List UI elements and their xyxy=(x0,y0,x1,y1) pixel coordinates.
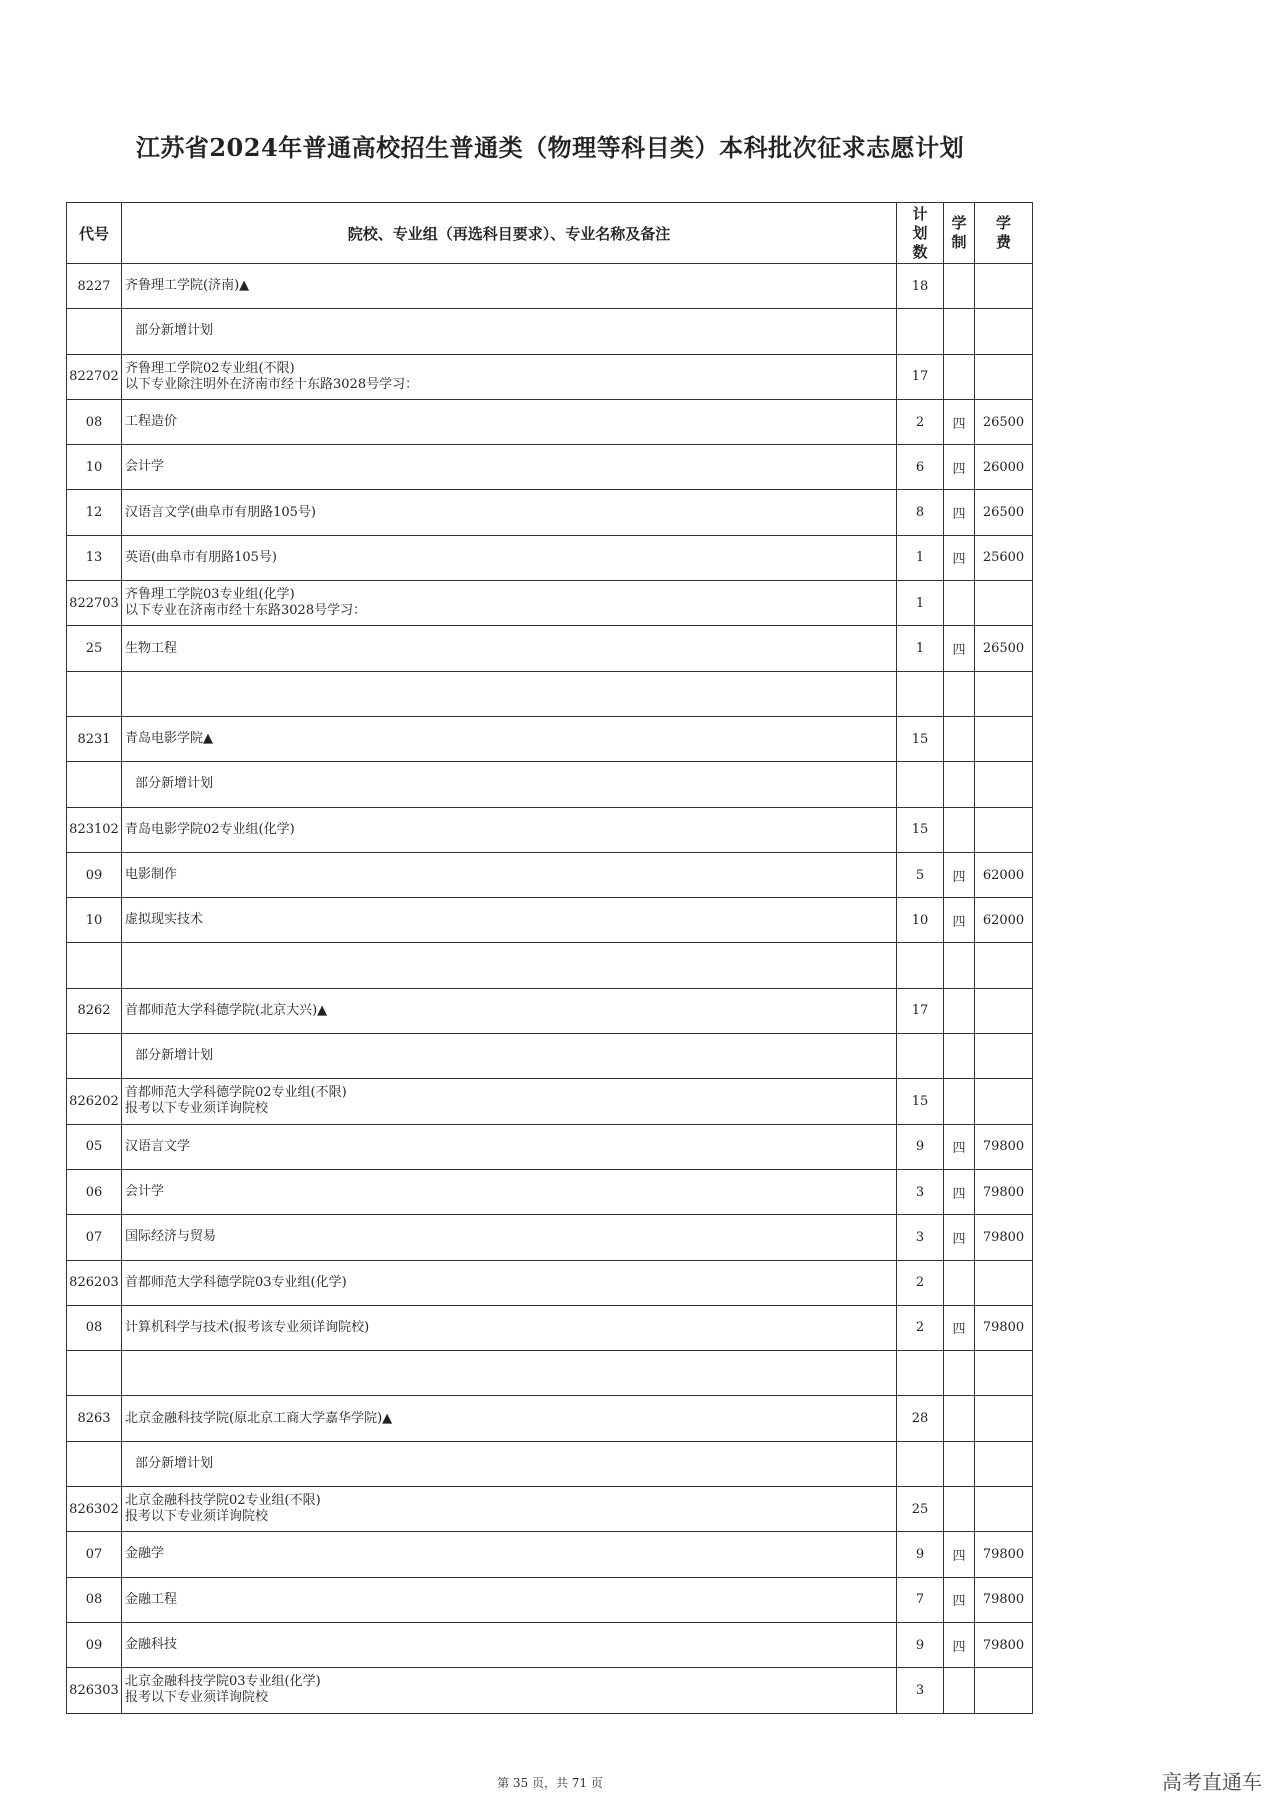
cell-plan-count xyxy=(897,671,944,716)
header-tuition xyxy=(975,203,1033,264)
table-row xyxy=(67,1215,1033,1260)
cell-name-line: 北京金融科技学院02专业组(不限) xyxy=(125,1493,321,1509)
table-row xyxy=(67,1622,1033,1667)
table-row xyxy=(67,898,1033,943)
cell-duration: 四 xyxy=(944,445,975,490)
cell-tuition: 79800 xyxy=(975,1305,1033,1350)
cell-tuition: 26500 xyxy=(975,490,1033,535)
cell-tuition xyxy=(975,1260,1033,1305)
cell-tuition xyxy=(975,309,1033,354)
cell-name-line: 部分新增计划 xyxy=(135,1048,214,1064)
table-row xyxy=(67,309,1033,354)
cell-code: 09 xyxy=(67,1622,122,1667)
cell-name-line: 报考以下专业须详询院校 xyxy=(125,1690,269,1706)
cell-plan-count: 15 xyxy=(897,807,944,852)
table-row xyxy=(67,1532,1033,1577)
cell-name xyxy=(122,988,897,1033)
cell-name xyxy=(122,1124,897,1169)
cell-code: 8227 xyxy=(67,264,122,309)
cell-name-line: 金融学 xyxy=(125,1546,165,1562)
cell-tuition xyxy=(975,943,1033,988)
cell-code: 822703 xyxy=(67,581,122,626)
header-plan-count xyxy=(897,203,944,264)
cell-name-line: 青岛电影学院▲ xyxy=(125,731,213,747)
cell-duration: 四 xyxy=(944,898,975,943)
cell-plan-count: 8 xyxy=(897,490,944,535)
table-row xyxy=(67,1079,1033,1124)
table-row xyxy=(67,1487,1033,1532)
cell-duration: 四 xyxy=(944,1215,975,1260)
cell-duration xyxy=(944,309,975,354)
cell-code: 10 xyxy=(67,898,122,943)
cell-tuition: 79800 xyxy=(975,1577,1033,1622)
cell-tuition: 26500 xyxy=(975,399,1033,444)
cell-plan-count: 28 xyxy=(897,1396,944,1441)
cell-code: 06 xyxy=(67,1169,122,1214)
header-duration-char: 学 xyxy=(951,214,967,232)
plan-table-body xyxy=(67,264,1033,1714)
cell-duration xyxy=(944,1487,975,1532)
cell-code xyxy=(67,762,122,807)
cell-plan-count: 3 xyxy=(897,1169,944,1214)
cell-name xyxy=(122,535,897,580)
cell-code: 826203 xyxy=(67,1260,122,1305)
cell-tuition xyxy=(975,762,1033,807)
table-row xyxy=(67,1034,1033,1079)
cell-plan-count: 9 xyxy=(897,1532,944,1577)
cell-name xyxy=(122,445,897,490)
cell-tuition xyxy=(975,1079,1033,1124)
cell-tuition: 79800 xyxy=(975,1169,1033,1214)
cell-code xyxy=(67,309,122,354)
cell-tuition: 79800 xyxy=(975,1124,1033,1169)
table-row xyxy=(67,490,1033,535)
cell-code: 8262 xyxy=(67,988,122,1033)
cell-duration xyxy=(944,1351,975,1396)
cell-duration xyxy=(944,1079,975,1124)
cell-name-line: 金融工程 xyxy=(125,1591,178,1607)
cell-tuition xyxy=(975,354,1033,399)
cell-plan-count: 1 xyxy=(897,626,944,671)
table-row xyxy=(67,399,1033,444)
cell-name xyxy=(122,1079,897,1124)
cell-name-line: 部分新增计划 xyxy=(135,323,214,339)
cell-code xyxy=(67,1034,122,1079)
cell-tuition xyxy=(975,671,1033,716)
cell-code: 12 xyxy=(67,490,122,535)
cell-plan-count: 2 xyxy=(897,1260,944,1305)
cell-name xyxy=(122,1441,897,1486)
cell-duration xyxy=(944,1396,975,1441)
cell-name xyxy=(122,490,897,535)
cell-name-line: 英语(曲阜市有朋路105号) xyxy=(125,549,277,565)
cell-name-line: 以下专业除注明外在济南市经十东路3028号学习： xyxy=(125,376,419,392)
cell-duration: 四 xyxy=(944,1577,975,1622)
header-plan-count-char: 划 xyxy=(912,223,928,242)
cell-plan-count: 9 xyxy=(897,1622,944,1667)
cell-name-line: 齐鲁理工学院(济南)▲ xyxy=(125,278,250,294)
cell-name-line: 部分新增计划 xyxy=(135,776,214,792)
cell-name-line: 生物工程 xyxy=(125,640,178,656)
cell-code: 08 xyxy=(67,399,122,444)
cell-code: 826303 xyxy=(67,1668,122,1713)
cell-name-line: 青岛电影学院02专业组(化学) xyxy=(125,821,295,837)
cell-tuition: 62000 xyxy=(975,898,1033,943)
cell-plan-count: 17 xyxy=(897,988,944,1033)
cell-name xyxy=(122,1487,897,1532)
cell-name-line: 以下专业在济南市经十东路3028号学习： xyxy=(125,603,367,619)
cell-code: 08 xyxy=(67,1577,122,1622)
cell-plan-count xyxy=(897,1441,944,1486)
cell-duration xyxy=(944,354,975,399)
cell-plan-count: 15 xyxy=(897,1079,944,1124)
cell-plan-count: 2 xyxy=(897,1305,944,1350)
cell-duration xyxy=(944,1668,975,1713)
cell-duration: 四 xyxy=(944,1169,975,1214)
cell-plan-count: 7 xyxy=(897,1577,944,1622)
cell-plan-count: 5 xyxy=(897,852,944,897)
cell-name xyxy=(122,1034,897,1079)
table-row xyxy=(67,1124,1033,1169)
page-title: 江苏省2024年普通高校招生普通类（物理等科目类）本科批次征求志愿计划 xyxy=(135,133,965,162)
cell-name xyxy=(122,309,897,354)
cell-name xyxy=(122,1351,897,1396)
cell-code: 09 xyxy=(67,852,122,897)
cell-duration: 四 xyxy=(944,1532,975,1577)
cell-name xyxy=(122,807,897,852)
table-row xyxy=(67,807,1033,852)
cell-name xyxy=(122,626,897,671)
cell-duration xyxy=(944,988,975,1033)
cell-tuition xyxy=(975,716,1033,761)
table-row xyxy=(67,716,1033,761)
cell-tuition xyxy=(975,1441,1033,1486)
table-row xyxy=(67,1351,1033,1396)
table-row xyxy=(67,1169,1033,1214)
cell-name xyxy=(122,716,897,761)
table-row xyxy=(67,1396,1033,1441)
header-plan-count-char: 计 xyxy=(912,204,928,223)
cell-name xyxy=(122,852,897,897)
cell-code: 10 xyxy=(67,445,122,490)
cell-name-line: 报考以下专业须详询院校 xyxy=(125,1509,269,1525)
cell-tuition xyxy=(975,264,1033,309)
cell-name-line: 首都师范大学科德学院(北京大兴)▲ xyxy=(125,1002,328,1018)
header-duration-char: 制 xyxy=(951,233,967,251)
header-code: 代号 xyxy=(67,203,122,264)
cell-code: 13 xyxy=(67,535,122,580)
cell-plan-count: 9 xyxy=(897,1124,944,1169)
cell-duration xyxy=(944,762,975,807)
watermark: 高考直通车 xyxy=(1162,1770,1262,1794)
cell-tuition: 26000 xyxy=(975,445,1033,490)
plan-table xyxy=(66,202,1033,1714)
cell-plan-count: 17 xyxy=(897,354,944,399)
cell-code: 8231 xyxy=(67,716,122,761)
cell-tuition: 79800 xyxy=(975,1622,1033,1667)
cell-tuition: 79800 xyxy=(975,1532,1033,1577)
cell-code: 25 xyxy=(67,626,122,671)
cell-code: 07 xyxy=(67,1215,122,1260)
cell-duration: 四 xyxy=(944,1305,975,1350)
cell-duration xyxy=(944,1441,975,1486)
table-row xyxy=(67,1441,1033,1486)
cell-duration xyxy=(944,1034,975,1079)
cell-plan-count xyxy=(897,1351,944,1396)
cell-duration xyxy=(944,807,975,852)
cell-tuition xyxy=(975,1487,1033,1532)
cell-duration xyxy=(944,943,975,988)
cell-name-line: 计算机科学与技术(报考该专业须详询院校) xyxy=(125,1319,370,1335)
cell-tuition xyxy=(975,1668,1033,1713)
cell-name-line: 报考以下专业须详询院校 xyxy=(125,1101,269,1117)
cell-tuition xyxy=(975,1351,1033,1396)
cell-name-line: 会计学 xyxy=(125,459,165,475)
cell-tuition xyxy=(975,581,1033,626)
cell-plan-count: 15 xyxy=(897,716,944,761)
cell-name-line: 电影制作 xyxy=(125,867,178,882)
table-row xyxy=(67,1577,1033,1622)
cell-plan-count: 25 xyxy=(897,1487,944,1532)
cell-code: 8263 xyxy=(67,1396,122,1441)
table-row xyxy=(67,1260,1033,1305)
cell-name-line: 北京金融科技学院03专业组(化学) xyxy=(125,1674,321,1690)
cell-name xyxy=(122,1532,897,1577)
cell-code: 08 xyxy=(67,1305,122,1350)
table-row xyxy=(67,535,1033,580)
table-row xyxy=(67,762,1033,807)
table-row xyxy=(67,581,1033,626)
table-row xyxy=(67,852,1033,897)
cell-code: 822702 xyxy=(67,354,122,399)
cell-duration: 四 xyxy=(944,490,975,535)
cell-plan-count xyxy=(897,943,944,988)
cell-code: 07 xyxy=(67,1532,122,1577)
cell-name xyxy=(122,1622,897,1667)
cell-name xyxy=(122,264,897,309)
cell-duration xyxy=(944,581,975,626)
cell-code: 823102 xyxy=(67,807,122,852)
cell-code xyxy=(67,671,122,716)
cell-name-line: 虚拟现实技术 xyxy=(125,912,204,928)
cell-duration: 四 xyxy=(944,626,975,671)
cell-name xyxy=(122,943,897,988)
cell-plan-count xyxy=(897,762,944,807)
cell-name-line: 首都师范大学科德学院02专业组(不限) xyxy=(125,1085,347,1101)
page-footer: 第 35 页，共 71 页 xyxy=(497,1776,603,1790)
cell-name-line: 国际经济与贸易 xyxy=(125,1229,217,1245)
cell-tuition xyxy=(975,988,1033,1033)
cell-name xyxy=(122,898,897,943)
cell-plan-count: 2 xyxy=(897,399,944,444)
cell-duration: 四 xyxy=(944,1622,975,1667)
table-row xyxy=(67,354,1033,399)
cell-code: 826302 xyxy=(67,1487,122,1532)
cell-name-line: 齐鲁理工学院03专业组(化学) xyxy=(125,587,295,603)
header-duration xyxy=(944,203,975,264)
cell-tuition xyxy=(975,807,1033,852)
header-plan-count-char: 数 xyxy=(912,242,928,261)
header-row xyxy=(67,203,1033,264)
cell-name-line: 部分新增计划 xyxy=(135,1455,214,1471)
table-row xyxy=(67,671,1033,716)
cell-code xyxy=(67,1441,122,1486)
cell-name-line: 工程造价 xyxy=(125,414,178,430)
cell-name-line: 汉语言文学(曲阜市有朋路105号) xyxy=(125,504,316,520)
cell-plan-count: 3 xyxy=(897,1215,944,1260)
cell-name xyxy=(122,354,897,399)
cell-duration: 四 xyxy=(944,399,975,444)
cell-duration xyxy=(944,1260,975,1305)
cell-tuition: 62000 xyxy=(975,852,1033,897)
cell-name-line: 齐鲁理工学院02专业组(不限) xyxy=(125,360,295,376)
cell-duration: 四 xyxy=(944,1124,975,1169)
cell-name xyxy=(122,1215,897,1260)
cell-plan-count: 3 xyxy=(897,1668,944,1713)
cell-duration: 四 xyxy=(944,535,975,580)
cell-plan-count xyxy=(897,1034,944,1079)
table-row xyxy=(67,626,1033,671)
cell-name-line: 汉语言文学 xyxy=(125,1138,191,1154)
table-row xyxy=(67,988,1033,1033)
cell-tuition xyxy=(975,1396,1033,1441)
table-row xyxy=(67,264,1033,309)
cell-plan-count xyxy=(897,309,944,354)
cell-name xyxy=(122,1396,897,1441)
header-tuition-char: 学 xyxy=(995,214,1011,232)
cell-plan-count: 18 xyxy=(897,264,944,309)
cell-plan-count: 1 xyxy=(897,535,944,580)
cell-duration xyxy=(944,264,975,309)
cell-name xyxy=(122,581,897,626)
cell-code: 826202 xyxy=(67,1079,122,1124)
cell-tuition: 25600 xyxy=(975,535,1033,580)
cell-name xyxy=(122,1305,897,1350)
cell-plan-count: 1 xyxy=(897,581,944,626)
table-row xyxy=(67,1668,1033,1713)
cell-name-line: 北京金融科技学院(原北京工商大学嘉华学院)▲ xyxy=(125,1410,393,1426)
cell-name xyxy=(122,1169,897,1214)
cell-name-line: 会计学 xyxy=(125,1184,165,1200)
cell-name xyxy=(122,1577,897,1622)
table-row xyxy=(67,943,1033,988)
cell-name xyxy=(122,399,897,444)
cell-name-line: 首都师范大学科德学院03专业组(化学) xyxy=(125,1274,347,1290)
header-tuition-char: 费 xyxy=(995,233,1011,251)
cell-tuition: 26500 xyxy=(975,626,1033,671)
cell-tuition: 79800 xyxy=(975,1215,1033,1260)
cell-code: 05 xyxy=(67,1124,122,1169)
cell-name xyxy=(122,671,897,716)
header-name: 院校、专业组（再选科目要求）、专业名称及备注 xyxy=(122,203,897,264)
cell-plan-count: 10 xyxy=(897,898,944,943)
cell-code xyxy=(67,943,122,988)
cell-duration: 四 xyxy=(944,852,975,897)
cell-name-line: 金融科技 xyxy=(125,1637,178,1653)
cell-duration xyxy=(944,716,975,761)
table-row xyxy=(67,1305,1033,1350)
table-row xyxy=(67,445,1033,490)
cell-code xyxy=(67,1351,122,1396)
cell-name xyxy=(122,1668,897,1713)
cell-name xyxy=(122,762,897,807)
cell-plan-count: 6 xyxy=(897,445,944,490)
cell-duration xyxy=(944,671,975,716)
cell-tuition xyxy=(975,1034,1033,1079)
cell-name xyxy=(122,1260,897,1305)
